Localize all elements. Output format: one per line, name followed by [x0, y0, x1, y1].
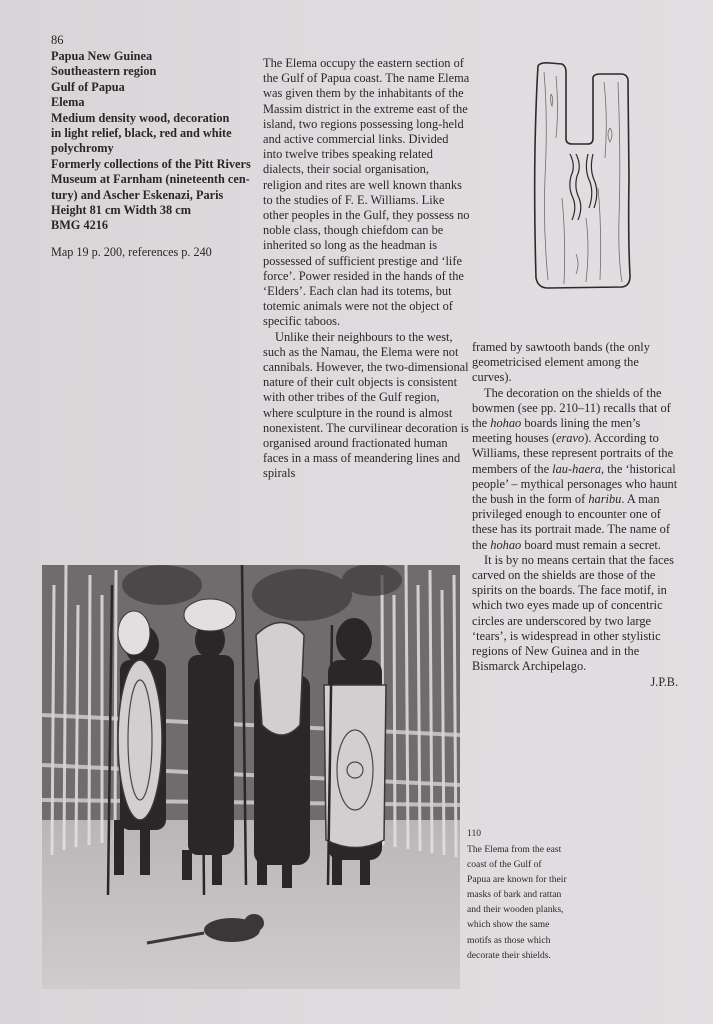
paragraph-2-continued: framed by sawtooth bands (the only geometricised element among the curves). — [472, 340, 650, 385]
paragraph-4: It is by no means certain that the faces carved on the shields are those of the spirits on the boards. The face motif, in which two eyes made up of concentric circles are underscored by two large ‘tears’, is widespread in other stylistic regions of New Guinea and in the Bismarck Archipelago. — [472, 552, 674, 674]
page-number: 86 — [51, 33, 64, 47]
text-run: , the ‘historical people’ – mythical personages who haunt the bush in the form of — [472, 461, 678, 507]
paragraph-2: Unlike their neighbours to the west, such as the Namau, the Elema were not cannibals. However, the two-dimensional nature of their cult objects is consistent with other tribes of the Gulf region, where sculpture in the round is almost nonexistent. The curvilinear decoration is organised around fractionated human faces in a mass of meandering lines and spirals — [263, 329, 469, 481]
text-run: The decoration on the shields of the bowmen (see pp. 210–11) recalls that of the — [472, 385, 671, 431]
metadata-line: Height 81 cm Width 38 cm — [51, 203, 191, 218]
paragraph-3 — [472, 386, 678, 553]
term-hohao: hohao — [490, 416, 522, 431]
metadata-line: Museum at Farnham (nineteenth cen- — [51, 172, 250, 187]
term-haribu: haribu — [588, 492, 622, 507]
photograph-illustration — [42, 565, 460, 989]
metadata-line: Southeastern region — [51, 64, 157, 79]
caption-text: The Elema from the east coast of the Gulf of Papua are known for their masks of bark and rattan and their wooden planks, which show the same motifs as those which decorate their shields. — [467, 844, 567, 961]
metadata-line: Elema — [51, 95, 85, 110]
text-run: . A man privileged enough to encounter one of these has its portrait made. The name of the — [472, 492, 670, 552]
text-run: board must remain a secret. — [521, 537, 661, 552]
metadata-line: in light relief, black, red and white — [51, 126, 232, 141]
metadata-line: BMG 4216 — [51, 218, 109, 233]
hohao-board-drawing — [526, 58, 636, 294]
metadata-line: Gulf of Papua — [51, 79, 125, 94]
metadata-line: tury) and Ascher Eskenazi, Paris — [51, 187, 224, 202]
historical-photograph — [42, 565, 460, 989]
body-column-right — [472, 340, 678, 690]
metadata-line: Papua New Guinea — [51, 49, 153, 63]
text-run: ). According to Williams, these represent portraits of the members of the — [472, 431, 674, 476]
figure-caption — [467, 827, 567, 963]
figure-number: 110 — [467, 828, 482, 839]
metadata-line: Medium density wood, decoration — [51, 110, 230, 125]
body-column-middle — [263, 56, 470, 482]
metadata-line: Formerly collections of the Pitt Rivers — [51, 156, 251, 171]
paragraph-1: The Elema occupy the eastern section of the Gulf of Papua coast. The name Elema was given them by the inhabitants of the Massim district in the extreme east of the island, two regions possessing long-held and active commercial links. Divided into twelve tribes speaking related dialects, their social organisation, religion and rites are well known thanks to the studies of F. E. Williams. Like other peoples in the Gulf, they possess no noble class, though chiefdom can be inherited so long as the headman is possessed of sufficient prestige and ‘life force’. Power resided in the hands of the ‘Elders’. Each clan had its totems, but totemic animals were not the object of specific taboos. — [263, 56, 470, 329]
map-reference: Map 19 p. 200, references p. 240 — [51, 244, 212, 259]
term-eravo: eravo — [555, 431, 585, 446]
metadata-lines — [51, 49, 256, 234]
metadata-line: polychromy — [51, 141, 114, 156]
object-metadata — [51, 32, 256, 272]
term-hohao: hohao — [490, 537, 522, 552]
term-lau-haera: lau-haera — [552, 461, 602, 476]
text-run: boards lining the men’s meeting houses ( — [472, 416, 641, 446]
author-signature: J.P.B. — [650, 675, 678, 690]
